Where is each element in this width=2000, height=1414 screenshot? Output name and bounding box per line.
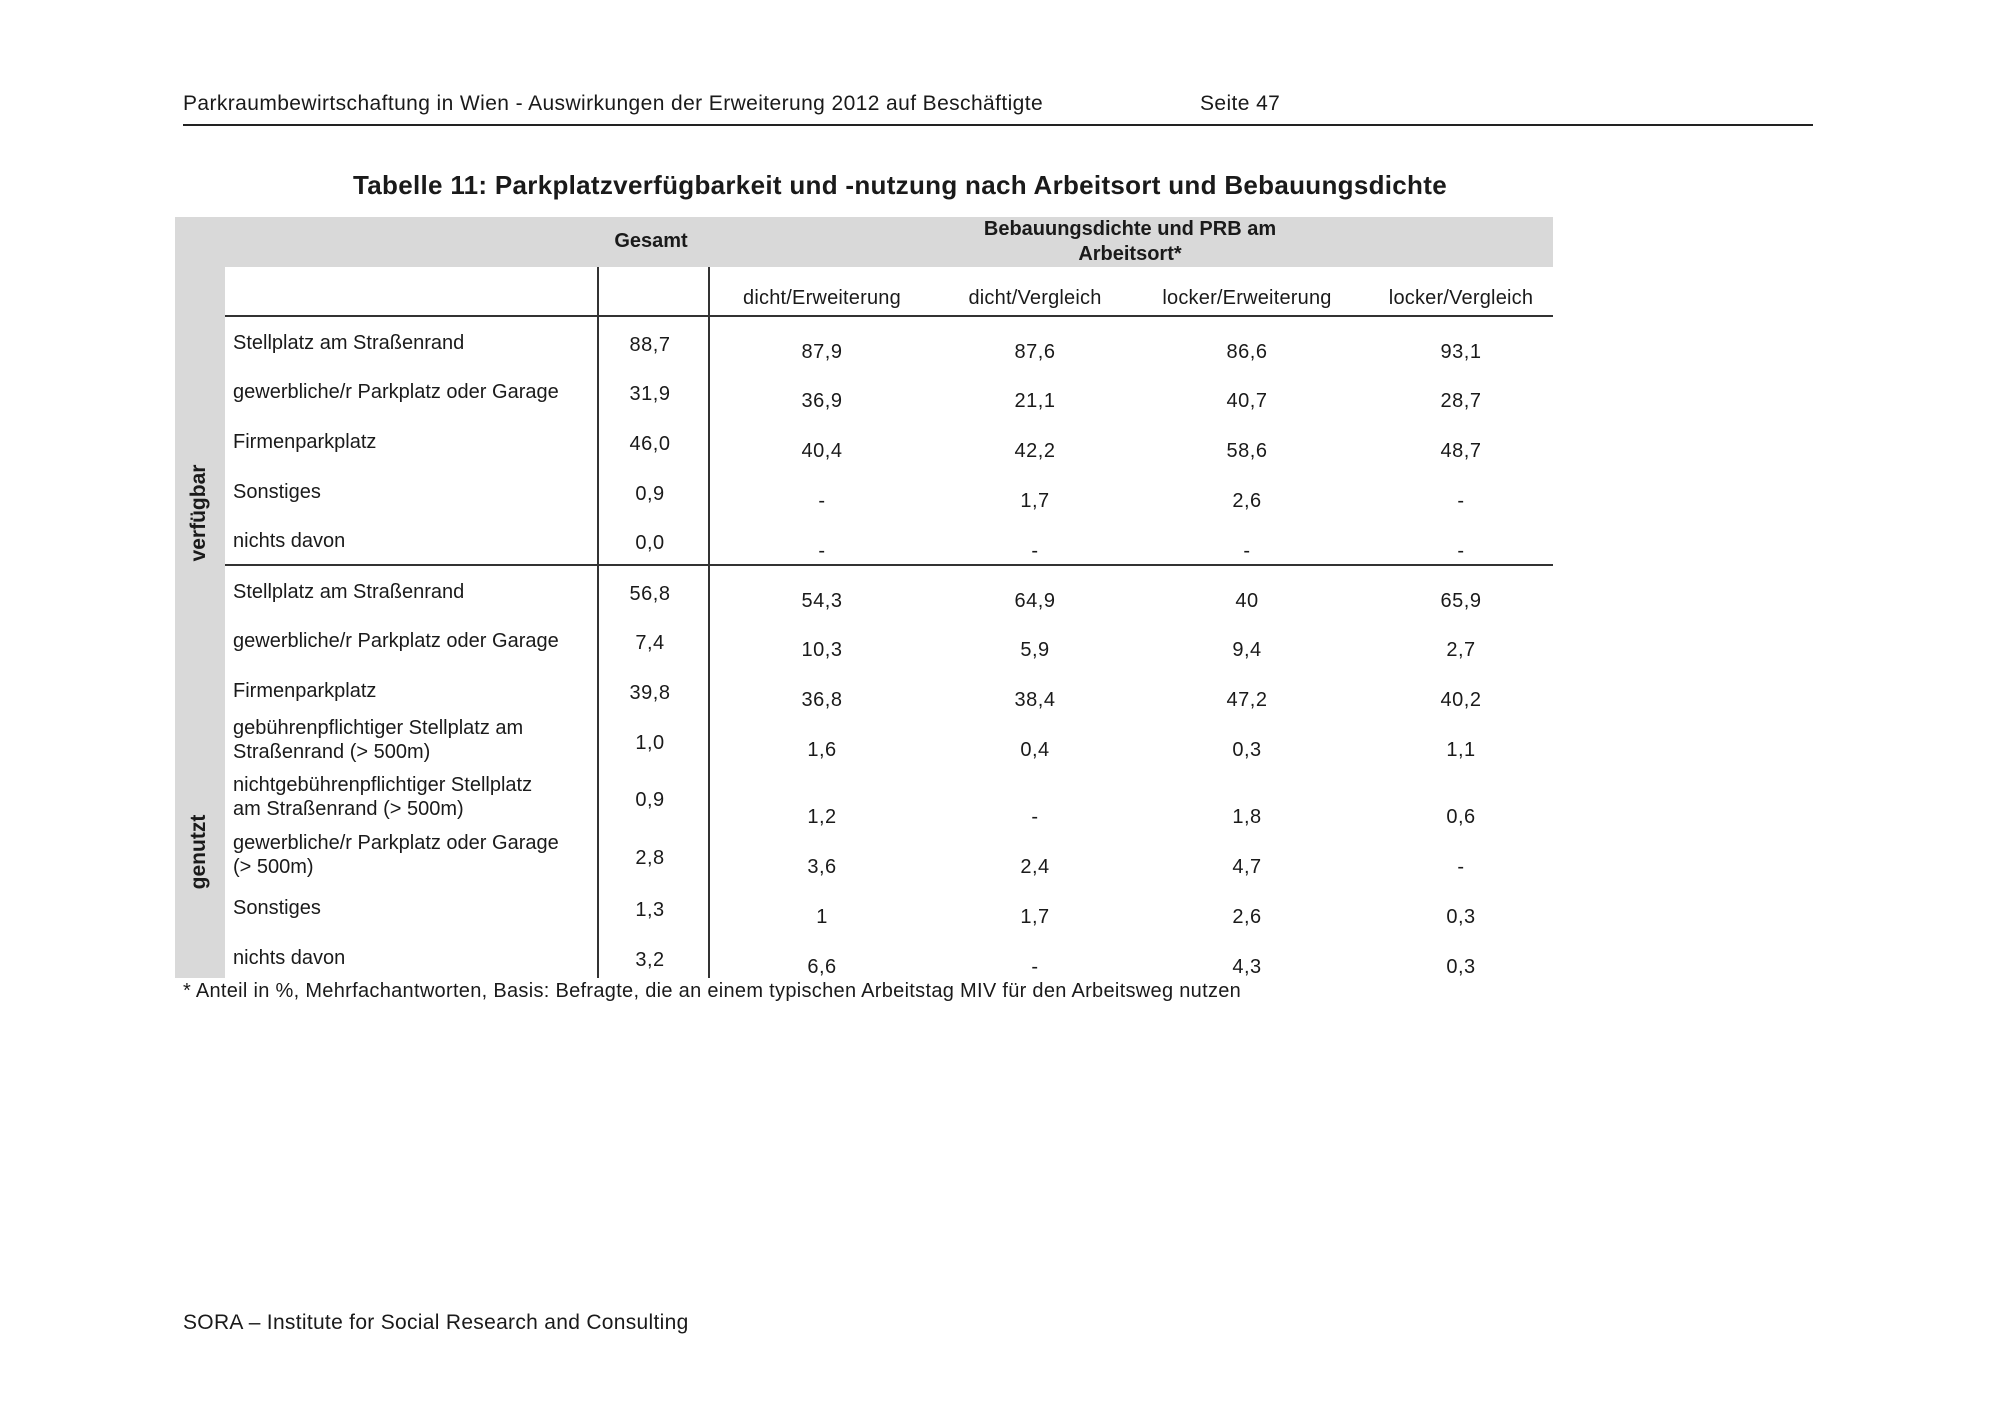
row-label: nichts davon <box>233 947 346 969</box>
table-cell: 1,1 <box>1446 739 1476 761</box>
column-header-dicht-vergleich: dicht/Vergleich <box>968 287 1102 309</box>
row-label: Sonstiges <box>233 481 321 503</box>
table-header-band <box>175 217 1553 267</box>
table-cell: 87,9 <box>801 341 843 363</box>
table-cell: - <box>818 540 826 562</box>
column-header-rule <box>225 315 1553 317</box>
gesamt-value: 31,9 <box>629 383 671 405</box>
row-label <box>233 831 593 879</box>
table-cell: 58,6 <box>1226 440 1268 462</box>
gesamt-value: 2,8 <box>635 847 665 869</box>
table-cell: - <box>1243 540 1251 562</box>
table-cell: 0,3 <box>1446 906 1476 928</box>
table-cell: 47,2 <box>1226 689 1268 711</box>
table-cell: 28,7 <box>1440 390 1482 412</box>
gesamt-value: 0,9 <box>635 789 665 811</box>
table-cell: 2,4 <box>1020 856 1050 878</box>
table-cell: - <box>1457 490 1465 512</box>
page-number: Seite 47 <box>1200 92 1281 115</box>
table-cell: 2,7 <box>1446 639 1476 661</box>
table-cell: 2,6 <box>1232 490 1262 512</box>
row-label: Stellplatz am Straßenrand <box>233 581 465 603</box>
table-cell: 0,3 <box>1232 739 1262 761</box>
group-header-line1: Bebauungsdichte und PRB am <box>983 218 1277 240</box>
row-label-line: nichtgebührenpflichtiger Stellplatz <box>233 774 533 796</box>
table-cell: 86,6 <box>1226 341 1268 363</box>
group-header <box>920 217 1340 267</box>
row-label: Firmenparkplatz <box>233 431 377 453</box>
table-cell: 21,1 <box>1014 390 1056 412</box>
row-label: nichts davon <box>233 530 346 552</box>
row-label: gewerbliche/r Parkplatz oder Garage <box>233 381 559 403</box>
row-label-line: (> 500m) <box>233 856 314 878</box>
table-cell: 6,6 <box>807 956 837 978</box>
section-divider <box>225 564 1553 566</box>
table-cell: 10,3 <box>801 639 843 661</box>
table-cell: - <box>1457 540 1465 562</box>
table-cell: 1 <box>816 906 828 928</box>
table-cell: - <box>1031 540 1039 562</box>
section-label-verfuegbar: verfügbar <box>187 464 210 562</box>
row-label <box>233 773 593 821</box>
table-cell: - <box>1031 806 1039 828</box>
table-cell: 5,9 <box>1020 639 1050 661</box>
table-cell: - <box>1457 856 1465 878</box>
group-header-line2: Arbeitsort* <box>1078 243 1182 265</box>
table-cell: 4,7 <box>1232 856 1262 878</box>
table-cell: 64,9 <box>1014 590 1056 612</box>
row-label-line: am Straßenrand (> 500m) <box>233 798 464 820</box>
gesamt-value: 1,0 <box>635 732 665 754</box>
row-label-line: gebührenpflichtiger Stellplatz am <box>233 717 524 739</box>
table-cell: - <box>1031 956 1039 978</box>
table-cell: 1,7 <box>1020 906 1050 928</box>
row-label <box>233 716 593 764</box>
table-cell: 36,8 <box>801 689 843 711</box>
table-cell: 1,2 <box>807 806 837 828</box>
table-title: Tabelle 11: Parkplatzverfügbarkeit und -nutzung nach Arbeitsort und Bebauungsdichte <box>353 170 1447 200</box>
row-label: Sonstiges <box>233 897 321 919</box>
table-cell: 38,4 <box>1014 689 1056 711</box>
table-cell: 1,8 <box>1232 806 1262 828</box>
table-footnote: * Anteil in %, Mehrfachantworten, Basis: Befragte, die an einem typischen Arbeitstag MIV für den Arbeitsweg nutzen <box>183 980 1242 1002</box>
table-cell: 87,6 <box>1014 341 1056 363</box>
table-cell: 54,3 <box>801 590 843 612</box>
table-cell: 40,4 <box>801 440 843 462</box>
row-label: gewerbliche/r Parkplatz oder Garage <box>233 630 559 652</box>
table-cell: 2,6 <box>1232 906 1262 928</box>
table-cell: 4,3 <box>1232 956 1262 978</box>
gesamt-value: 0,9 <box>635 483 665 505</box>
gesamt-header: Gesamt <box>614 230 688 252</box>
gesamt-value: 46,0 <box>629 433 671 455</box>
table-cell: 65,9 <box>1440 590 1482 612</box>
table-cell: 40 <box>1235 590 1259 612</box>
gesamt-value: 7,4 <box>635 632 665 654</box>
column-header-dicht-erweiterung: dicht/Erweiterung <box>743 287 901 309</box>
page-header <box>183 92 1813 126</box>
section-label-genutzt: genutzt <box>187 814 210 890</box>
table-cell: 48,7 <box>1440 440 1482 462</box>
gesamt-value: 3,2 <box>635 949 665 971</box>
column-header-locker-vergleich: locker/Vergleich <box>1388 287 1534 309</box>
gesamt-value: 39,8 <box>629 682 671 704</box>
row-label-line: Straßenrand (> 500m) <box>233 741 431 763</box>
row-label: Firmenparkplatz <box>233 680 377 702</box>
row-label-line: gewerbliche/r Parkplatz oder Garage <box>233 832 559 854</box>
gesamt-value: 0,0 <box>635 532 665 554</box>
table-cell: 1,6 <box>807 739 837 761</box>
gesamt-value: 88,7 <box>629 334 671 356</box>
column-header-locker-erweiterung: locker/Erweiterung <box>1162 287 1332 309</box>
table-cell: 0,4 <box>1020 739 1050 761</box>
table-cell: 40,7 <box>1226 390 1268 412</box>
gesamt-right-rule <box>708 267 710 978</box>
document-title: Parkraumbewirtschaftung in Wien - Auswirkungen der Erweiterung 2012 auf Beschäftigte <box>183 92 1044 115</box>
gesamt-value: 56,8 <box>629 583 671 605</box>
gesamt-value: 1,3 <box>635 899 665 921</box>
table-cell: 3,6 <box>807 856 837 878</box>
table-cell: 36,9 <box>801 390 843 412</box>
table-cell: 0,6 <box>1446 806 1476 828</box>
table-cell: 40,2 <box>1440 689 1482 711</box>
table-cell: - <box>818 490 826 512</box>
table-cell: 1,7 <box>1020 490 1050 512</box>
table-cell: 9,4 <box>1232 639 1262 661</box>
table-cell: 93,1 <box>1440 341 1482 363</box>
table-cell: 0,3 <box>1446 956 1476 978</box>
table-cell: 42,2 <box>1014 440 1056 462</box>
gesamt-left-rule <box>597 267 599 978</box>
page-footer: SORA – Institute for Social Research and Consulting <box>183 1311 689 1334</box>
row-label: Stellplatz am Straßenrand <box>233 332 465 354</box>
